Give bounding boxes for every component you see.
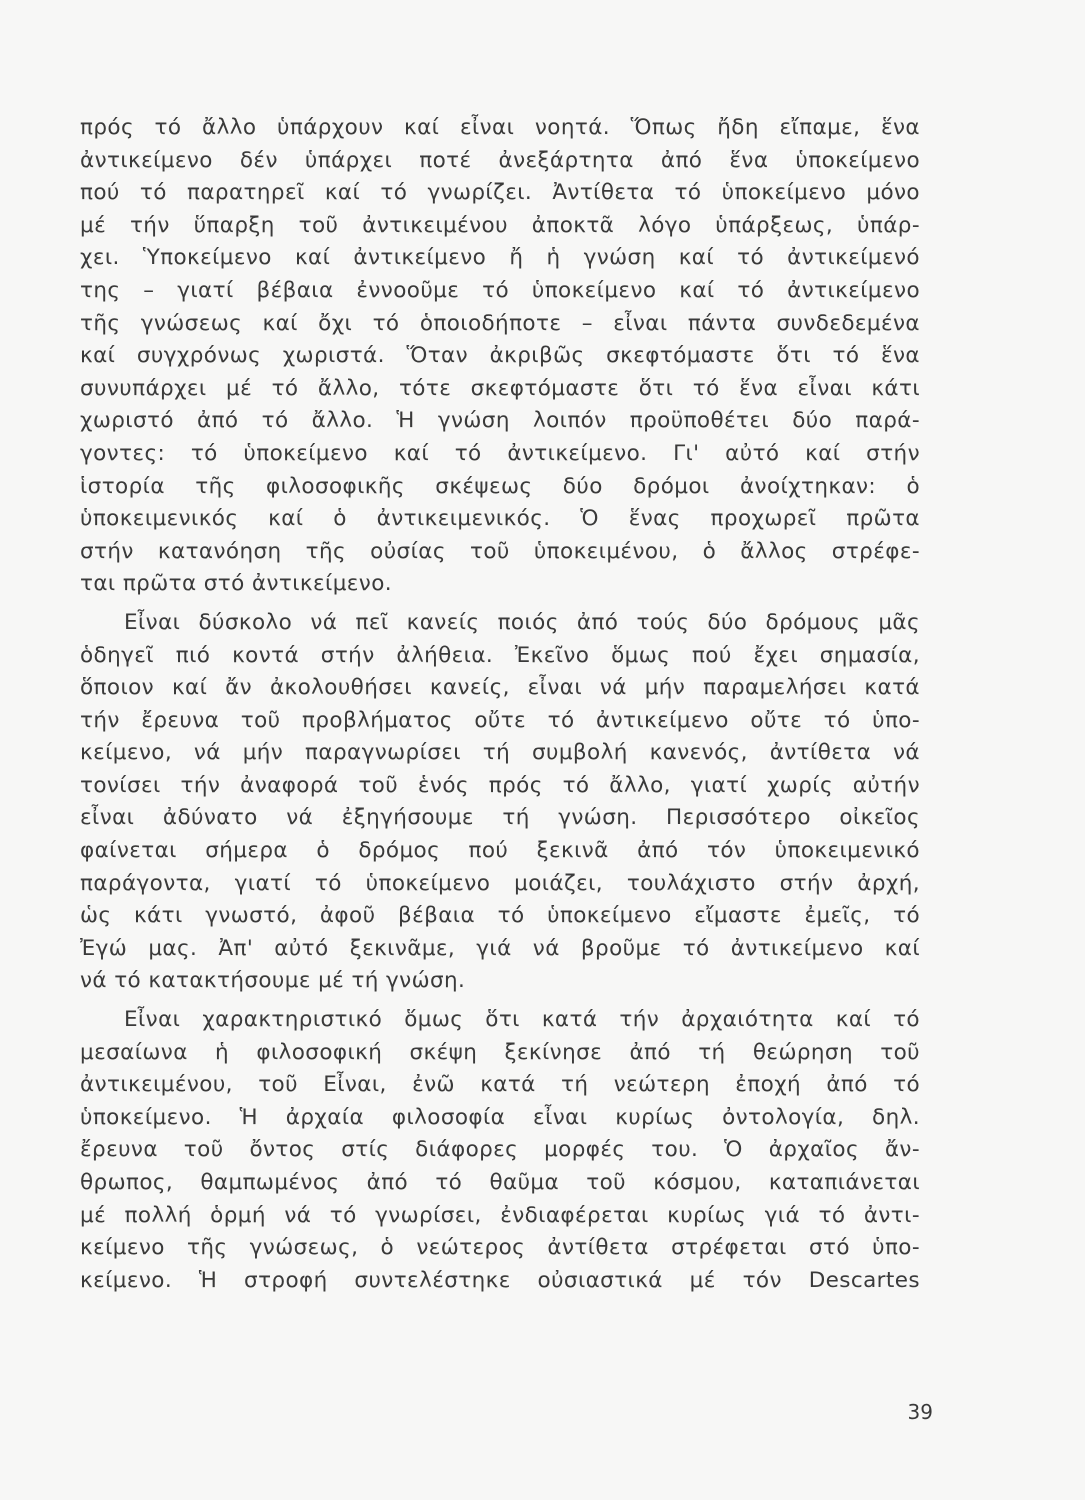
text-line: κείμενο, νά μήν παραγνωρίσει τή συμβολή κανενός, ἀντίθετα νά: [80, 740, 920, 766]
text-line: κείμενο. Ἡ στροφή συντελέστηκε οὐσιαστικά μέ τόν Descartes: [80, 1267, 920, 1293]
text-line: εἶναι ἀδύνατο νά ἐξηγήσουμε τή γνώση. Περισσότερο οἰκεῖος: [80, 805, 920, 831]
text-line: ὡς κάτι γνωστό, ἀφοῦ βέβαια τό ὑποκείμενο εἴμαστε ἐμεῖς, τό: [80, 903, 920, 929]
text-line: της – γιατί βέβαια ἐννοοῦμε τό ὑποκείμενο καί τό ἀντικείμενο: [80, 277, 920, 303]
text-line: ἔρευνα τοῦ ὄντος στίς διάφορες μορφές του. Ὁ ἀρχαῖος ἄν-: [80, 1137, 920, 1163]
body-text: [80, 112, 920, 1297]
text-line: Εἶναι δύσκολο νά πεῖ κανείς ποιός ἀπό τούς δύο δρόμους μᾶς: [124, 609, 920, 635]
text-line: ὁδηγεῖ πιό κοντά στήν ἀλήθεια. Ἐκεῖνο ὅμως πού ἔχει σημασία,: [80, 642, 920, 668]
text-line: Ἐγώ μας. Ἀπ' αὐτό ξεκινᾶμε, γιά νά βροῦμε τό ἀντικείμενο καί: [80, 935, 920, 961]
paragraph-2: [80, 607, 920, 998]
paragraph-1: [80, 112, 920, 601]
text-line: νά τό κατακτήσουμε μέ τή γνώση.: [80, 968, 466, 994]
text-line: κείμενο τῆς γνώσεως, ὁ νεώτερος ἀντίθετα στρέφεται στό ὑπο-: [80, 1235, 920, 1261]
text-line: γοντες: τό ὑποκείμενο καί τό ἀντικείμενο. Γι' αὐτό καί στήν: [80, 440, 920, 466]
text-line: χωριστό ἀπό τό ἄλλο. Ἡ γνώση λοιπόν προϋποθέτει δύο παρά-: [80, 408, 920, 434]
text-line: παράγοντα, γιατί τό ὑποκείμενο μοιάζει, τουλάχιστο στήν ἀρχή,: [80, 870, 920, 896]
text-line: ὑποκείμενο. Ἡ ἀρχαία φιλοσοφία εἶναι κυρίως ὀντολογία, δηλ.: [80, 1104, 920, 1130]
text-line: μέ τήν ὕπαρξη τοῦ ἀντικειμένου ἀποκτᾶ λόγο ὑπάρξεως, ὑπάρ-: [80, 212, 920, 238]
text-line: ἀντικειμένου, τοῦ Εἶναι, ἐνῶ κατά τή νεώτερη ἐποχή ἀπό τό: [80, 1072, 920, 1098]
page-number: 39: [907, 1400, 933, 1424]
paragraph-3: [80, 1004, 920, 1297]
text-line: στήν κατανόηση τῆς οὐσίας τοῦ ὑποκειμένου, ὁ ἄλλος στρέφε-: [80, 538, 920, 564]
text-line: τονίσει τήν ἀναφορά τοῦ ἑνός πρός τό ἄλλο, γιατί χωρίς αὐτήν: [80, 772, 920, 798]
text-line: θρωπος, θαμπωμένος ἀπό τό θαῦμα τοῦ κόσμου, καταπιάνεται: [80, 1170, 920, 1195]
text-line: μεσαίωνα ἡ φιλοσοφική σκέψη ξεκίνησε ἀπό τή θεώρηση τοῦ: [80, 1039, 920, 1065]
text-line: τῆς γνώσεως καί ὄχι τό ὁποιοδήποτε – εἶναι πάντα συνδεδεμένα: [80, 310, 920, 336]
text-line: ἱστορία τῆς φιλοσοφικῆς σκέψεως δύο δρόμοι ἀνοίχτηκαν: ὁ: [80, 473, 920, 499]
text-line: φαίνεται σήμερα ὁ δρόμος πού ξεκινᾶ ἀπό τόν ὑποκειμενικό: [80, 838, 920, 864]
text-line: Εἶναι χαρακτηριστικό ὅμως ὅτι κατά τήν ἀρχαιότητα καί τό: [124, 1007, 920, 1033]
text-line: πρός τό ἄλλο ὑπάρχουν καί εἶναι νοητά. Ὅπως ἤδη εἴπαμε, ἕνα: [80, 115, 920, 140]
text-line: ὅποιον καί ἄν ἀκολουθήσει κανείς, εἶναι νά μήν παραμελήσει κατά: [80, 675, 920, 701]
text-line: τήν ἔρευνα τοῦ προβλήματος οὔτε τό ἀντικείμενο οὔτε τό ὑπο-: [80, 707, 920, 733]
text-line: ται πρῶτα στό ἀντικείμενο.: [80, 571, 392, 597]
text-line: καί συγχρόνως χωριστά. Ὅταν ἀκριβῶς σκεφτόμαστε ὅτι τό ἕνα: [80, 343, 920, 369]
text-line: πού τό παρατηρεῖ καί τό γνωρίζει. Ἀντίθετα τό ὑποκείμενο μόνο: [80, 180, 920, 206]
text-line: ὑποκειμενικός καί ὁ ἀντικειμενικός. Ὁ ἕνας προχωρεῖ πρῶτα: [80, 506, 920, 532]
text-line: χει. Ὑποκείμενο καί ἀντικείμενο ἤ ἡ γνώση καί τό ἀντικείμενό: [80, 245, 920, 271]
text-line: συνυπάρχει μέ τό ἄλλο, τότε σκεφτόμαστε ὅτι τό ἕνα εἶναι κάτι: [80, 375, 920, 401]
text-line: μέ πολλή ὁρμή νά τό γνωρίσει, ἐνδιαφέρεται κυρίως γιά τό ἀντι-: [80, 1202, 920, 1228]
text-line: ἀντικείμενο δέν ὑπάρχει ποτέ ἀνεξάρτητα ἀπό ἕνα ὑποκείμενο: [80, 147, 920, 173]
